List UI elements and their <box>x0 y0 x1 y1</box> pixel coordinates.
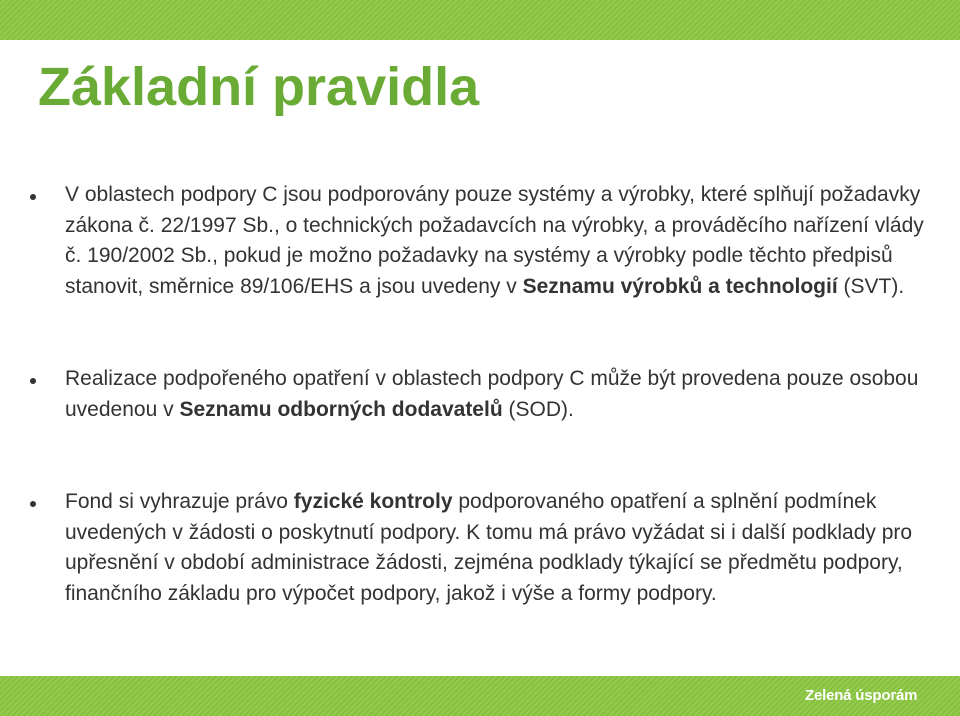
bullet-item <box>0 487 960 610</box>
text-segment: uvedenou v <box>65 397 180 421</box>
bullet-text <box>65 487 960 610</box>
footer-stripe-bar <box>0 676 960 716</box>
text-segment: stanovit, směrnice 89/106/EHS a jsou uvedeny v <box>65 275 523 299</box>
brand-logo-text: Zelená úsporám <box>805 687 918 704</box>
bullet-item <box>0 364 960 425</box>
text-segment: č. 190/2002 Sb., pokud je možno požadavky na systémy a výrobky podle těchto předpisů <box>65 244 893 268</box>
text-segment: V oblastech podpory C jsou podporovány pouze systémy a výrobky, které splňují požadavky <box>65 183 921 206</box>
slide-title: Základní pravidla <box>38 57 480 117</box>
bold-term: Seznamu výrobků a technologií <box>522 275 838 299</box>
text-segment: (SVT). <box>837 275 905 299</box>
text-line <box>65 241 960 272</box>
bold-term: Seznamu odborných dodavatelů <box>179 397 503 421</box>
bullet-text <box>65 180 960 303</box>
text-line <box>65 180 960 211</box>
bullet-text <box>65 364 960 425</box>
bullet-item <box>0 180 960 303</box>
text-segment: finančního základu pro výpočet podpory, jakož i výše a formy podpory. <box>65 582 717 606</box>
text-segment: upřesnění v období administrace žádosti, zejména podklady týkající se předmětu podpory, <box>65 551 903 575</box>
text-segment: Realizace podpořeného opatření v oblastech podpory C může být provedena pouze osobou <box>65 367 919 390</box>
text-line <box>65 518 960 549</box>
text-segment: podporovaného opatření a splnění podmínek <box>452 490 877 513</box>
bold-term: fyzické kontroly <box>293 490 453 513</box>
text-line <box>65 548 960 579</box>
text-line <box>65 272 960 303</box>
text-segment: uvedených v žádosti o poskytnutí podpory. K tomu má právo vyžádat si i další podklady pro <box>65 520 913 544</box>
text-segment: (SOD). <box>502 397 574 421</box>
text-line <box>65 395 960 426</box>
text-line <box>65 487 960 518</box>
bullet-dot <box>30 501 36 507</box>
text-line <box>65 579 960 610</box>
text-segment: Fond si vyhrazuje právo <box>65 490 294 513</box>
text-segment: zákona č. 22/1997 Sb., o technických požadavcích na výrobky, a prováděcího nařízení vlády <box>65 213 924 237</box>
bullet-dot <box>30 378 36 384</box>
text-line <box>65 364 960 395</box>
text-line <box>65 211 960 242</box>
header-stripe-bar <box>0 0 960 40</box>
bullet-dot <box>30 194 36 200</box>
